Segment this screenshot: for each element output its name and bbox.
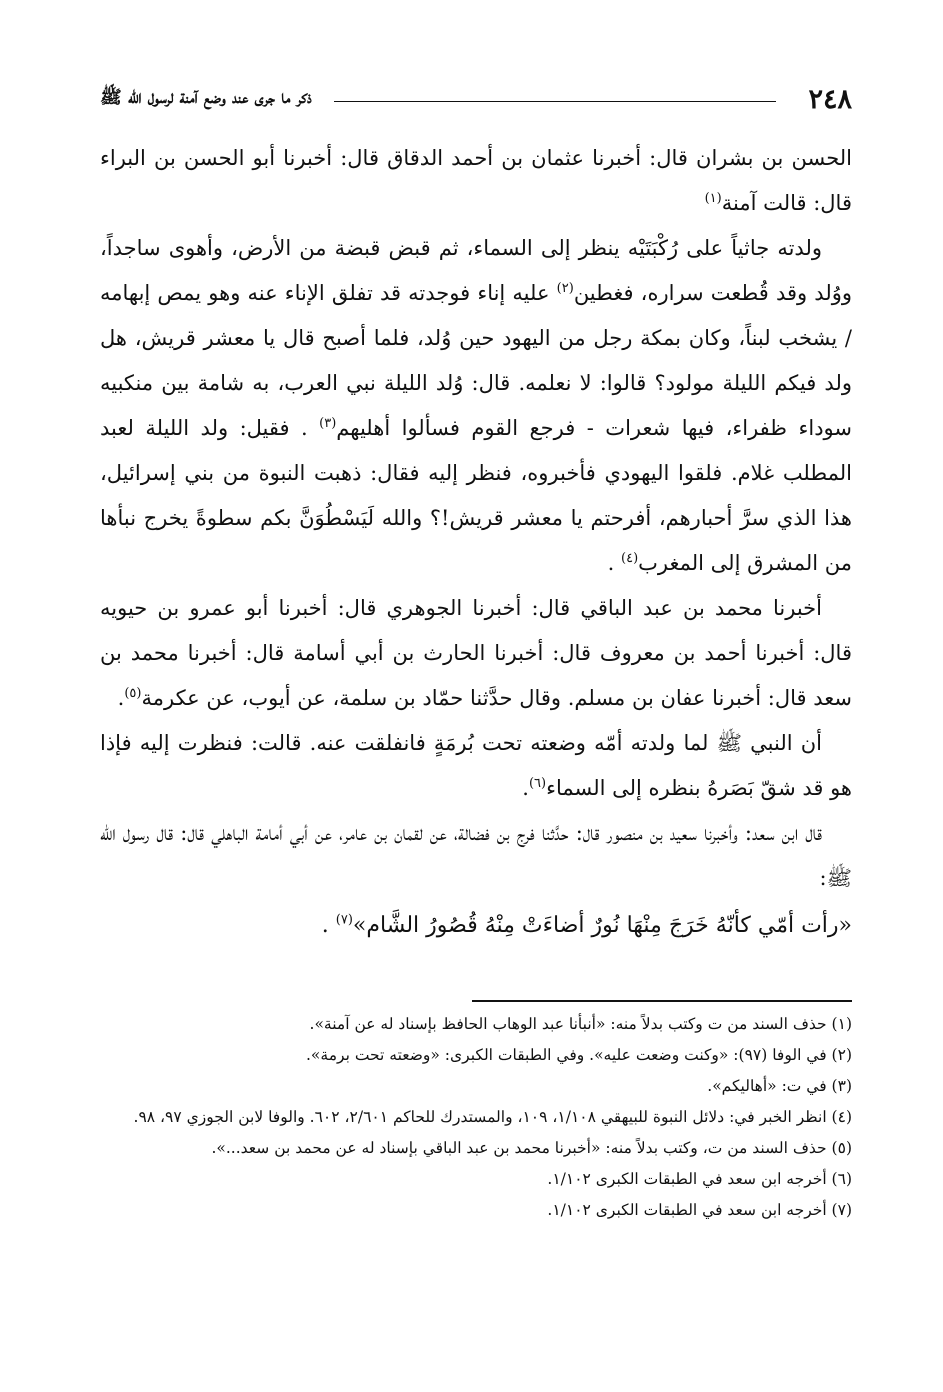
running-head <box>100 78 852 120</box>
quote-text: «رأت أمّي كأنّهُ خَرَجَ مِنْهَا نُورٌ أضاءَتْ مِنْهُ قُصُورُ الشَّام» <box>352 913 852 938</box>
footnote-5: (٥) حذف السند من ت، وكتب بدلاً منه: «أخبرنا محمد بن عبد الباقي بإسناد له عن محمد بن سعد...». <box>211 1139 852 1157</box>
header-rule <box>334 101 777 102</box>
footnote-separator <box>472 1000 852 1002</box>
paragraph-tail: . <box>522 776 529 800</box>
paragraph-tail: . <box>607 551 621 575</box>
footnote-ref: (١) <box>704 191 722 206</box>
paragraph-tail: . <box>117 686 125 710</box>
footnote-3: (٣) في ت: «أهاليكم». <box>707 1077 852 1095</box>
footnote-ref: (٧) <box>335 912 353 928</box>
hadith-quote <box>100 903 852 948</box>
footnote-ref: (٢) <box>556 281 574 296</box>
paragraph-text: الحسن بن بشران قال: أخبرنا عثمان بن أحمد الدقاق قال: أخبرنا أبو الحسن بن البراء قال: قالت آمنة <box>100 146 852 215</box>
footnote-ref: (٣) <box>319 416 337 431</box>
paragraph-isnad-3 <box>100 811 852 901</box>
book-page <box>100 78 852 1368</box>
footnote-6: (٦) أخرجه ابن سعد في الطبقات الكبرى ١/١٠٢. <box>547 1170 852 1188</box>
paragraph-text: ولدته جاثياً على رُكْبَتَيْه ينظر إلى السماء، ثم قبض قبضة من الأرض، وأهوى ساجداً، ووُلد وقد قُطعت سراره، فغطين <box>100 236 853 305</box>
paragraph-tail: . فقيل: ولد الليلة لعبد المطلب غلام. فلقوا اليهودي فأخبروه، فنظر إليه فقال: ذهبت النبوة من بني إسرائيل، هذا الذي سرَّ أحبارهم، أفرحتم يا معشر قريش!؟ والله لَيَسْطُوَنَّ بكم سطوةً يخرج نبأها من المشرق إلى المغرب <box>100 416 852 575</box>
main-text <box>100 136 852 948</box>
running-title: ذكر ما جرى عند وضع آمنة لرسول الله ﷺ <box>100 87 312 108</box>
paragraph-text: أن النبي ﷺ لما ولدته أمّه وضعته تحت بُرمَةٍ فانفلقت عنه. قالت: فنظرت إليه فإذا هو قد شقّ بَصَرهُ بنظره إلى السماء <box>100 731 852 800</box>
footnote-4: (٤) انظر الخبر في: دلائل النبوة للبيهقي ١/١٠٨، ١٠٩، والمستدرك للحاكم ٢/٦٠١، ٦٠٢. والوفا لابن الجوزي ٩٧، ٩٨. <box>133 1108 852 1126</box>
paragraph-isnad <box>100 136 852 226</box>
paragraph-text: قال ابن سعد: وأخبرنا سعيد بن منصور قال: حدَّثنا فرج بن فضالة، عن لقمان بن عامر، عن أبي أمامة الباهلي قال: قال رسول الله ﷺ: <box>100 821 852 890</box>
paragraph-burma <box>100 721 852 811</box>
paragraph-isnad-2 <box>100 586 852 721</box>
footnote-2: (٢) في الوفا (٩٧): «وكنت وضعت عليه». وفي الطبقات الكبرى: «وضعته تحت برمة». <box>306 1046 852 1064</box>
footnotes <box>100 1010 852 1225</box>
paragraph-text: أخبرنا محمد بن عبد الباقي قال: أخبرنا الجوهري قال: أخبرنا أبو عمرو بن حيويه قال: أخبرنا أحمد بن معروف قال: أخبرنا الحارث بن أبي أسامة قال: أخبرنا محمد بن سعد قال: أخبرنا عفان بن مسلم. وقال حدَّثنا حمّاد بن سلمة، عن أيوب، عن عكرمة <box>100 596 852 710</box>
quote-tail: . <box>321 913 336 938</box>
paragraph-tail: عليه إناء فوجدته قد تفلق الإناء عنه وهو يمص إبهامه / يشخب لبناً، وكان بمكة رجل من اليهود حين وُلد، فلما أصبح قال يا معشر قريش، هل ولد فيكم الليلة مولود؟ قالوا: لا نعلمه. قال: وُلد الليلة نبي العرب، به شامة بين منكبيه سوداء ظفراء، فيها شعرات - فرجع القوم فسألوا أهليهم <box>100 281 852 440</box>
footnote-1: (١) حذف السند من ت وكتب بدلاً منه: «أنبأنا عبد الوهاب الحافظ بإسناد له عن آمنة». <box>309 1015 852 1033</box>
footnote-ref: (٤) <box>621 551 639 566</box>
footnote-7: (٧) أخرجه ابن سعد في الطبقات الكبرى ١/١٠٢. <box>547 1201 852 1219</box>
footnote-ref: (٦) <box>528 776 547 791</box>
footnote-ref: (٥) <box>124 686 142 701</box>
paragraph-birth-narration <box>100 226 852 586</box>
page-number: ٢٤٨ <box>808 83 852 115</box>
